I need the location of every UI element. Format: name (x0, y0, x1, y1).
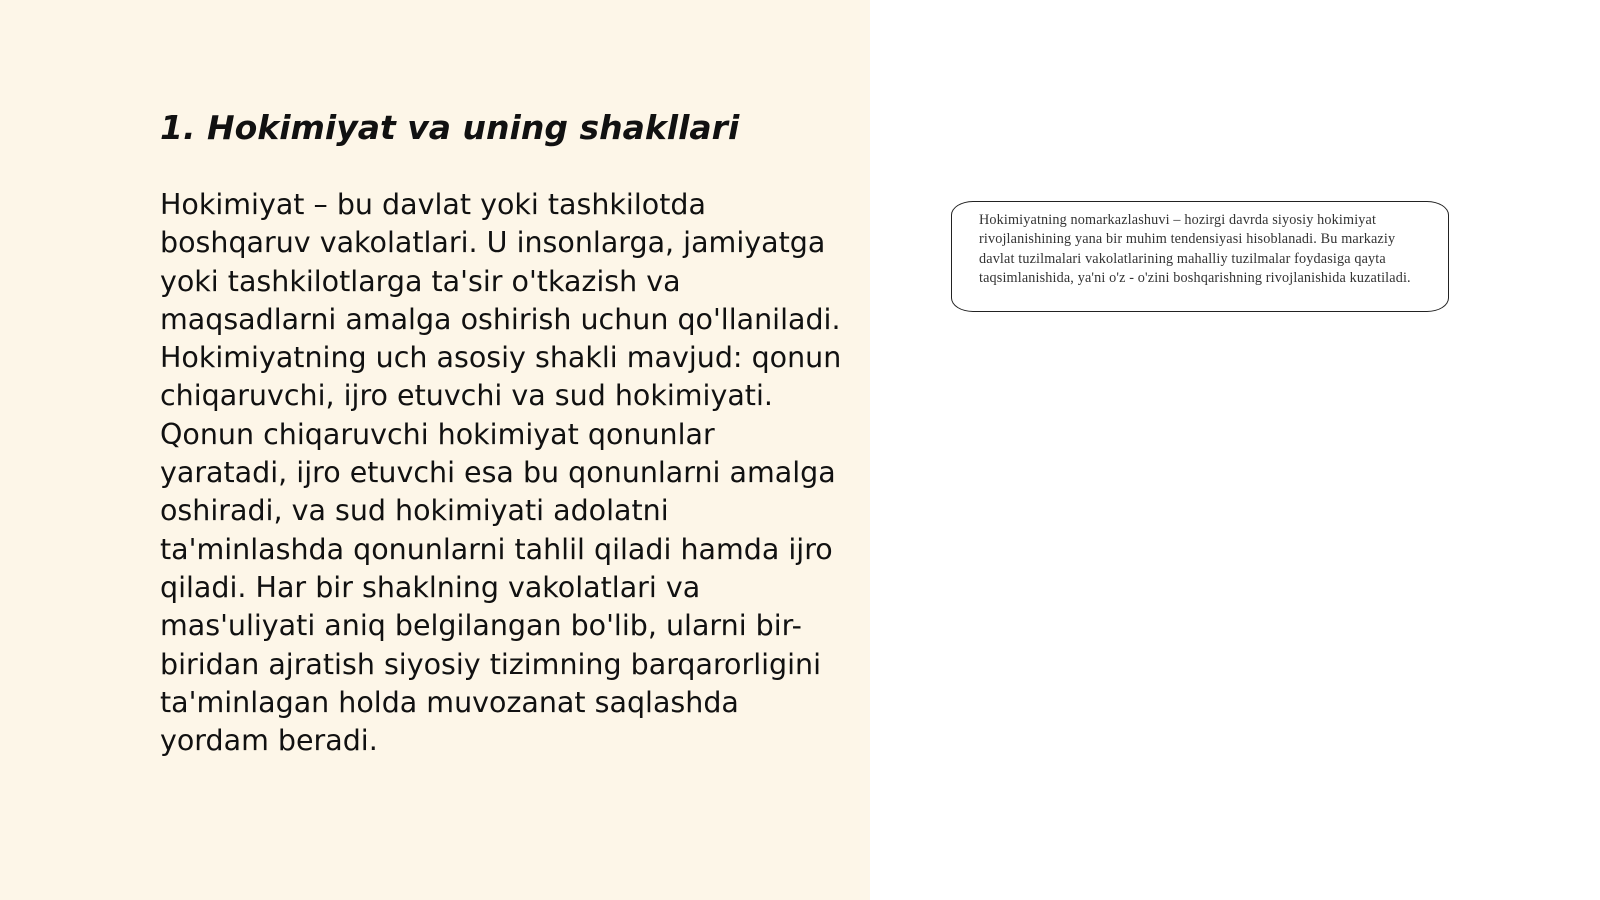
note-callout-box (951, 201, 1449, 312)
note-callout-text: Hokimiyatning nomarkazlashuvi – hozirgi davrda siyosiy hokimiyat rivojlanishining yana bir muhim tendensiyasi hisoblanadi. Bu markaziy davlat tuzilmalari vakolatlarining mahalliy tuzilmalar foydasiga qayta taqsimlanishida, ya'ni o'z - o'zini boshqarishning rivojlanishida kuzatiladi. (979, 212, 1411, 286)
slide-body-text: Hokimiyat – bu davlat yoki tashkilotda boshqaruv vakolatlari. U insonlarga, jamiyatga yoki tashkilotlarga ta'sir o'tkazish va maqsadlarni amalga oshirish uchun qo'llaniladi. Hokimiyatning uch asosiy shakli mavjud: qonun chiqaruvchi, ijro etuvchi va sud hokimiyati. Qonun chiqaruvchi hokimiyat qonunlar yaratadi, ijro etuvchi esa bu qonunlarni amalga oshiradi, va sud hokimiyati adolatni ta'minlashda qonunlarni tahlil qiladi hamda ijro qiladi. Har bir shaklning vakolatlari va mas'uliyati aniq belgilangan bo'lib, ularni bir-biridan ajratish siyosiy tizimning barqarorligini ta'minlagan holda muvozanat saqlashda yordam beradi. (160, 188, 842, 758)
side-panel (870, 0, 1600, 900)
slide-title: 1. Hokimiyat va uning shakllari (160, 108, 740, 147)
